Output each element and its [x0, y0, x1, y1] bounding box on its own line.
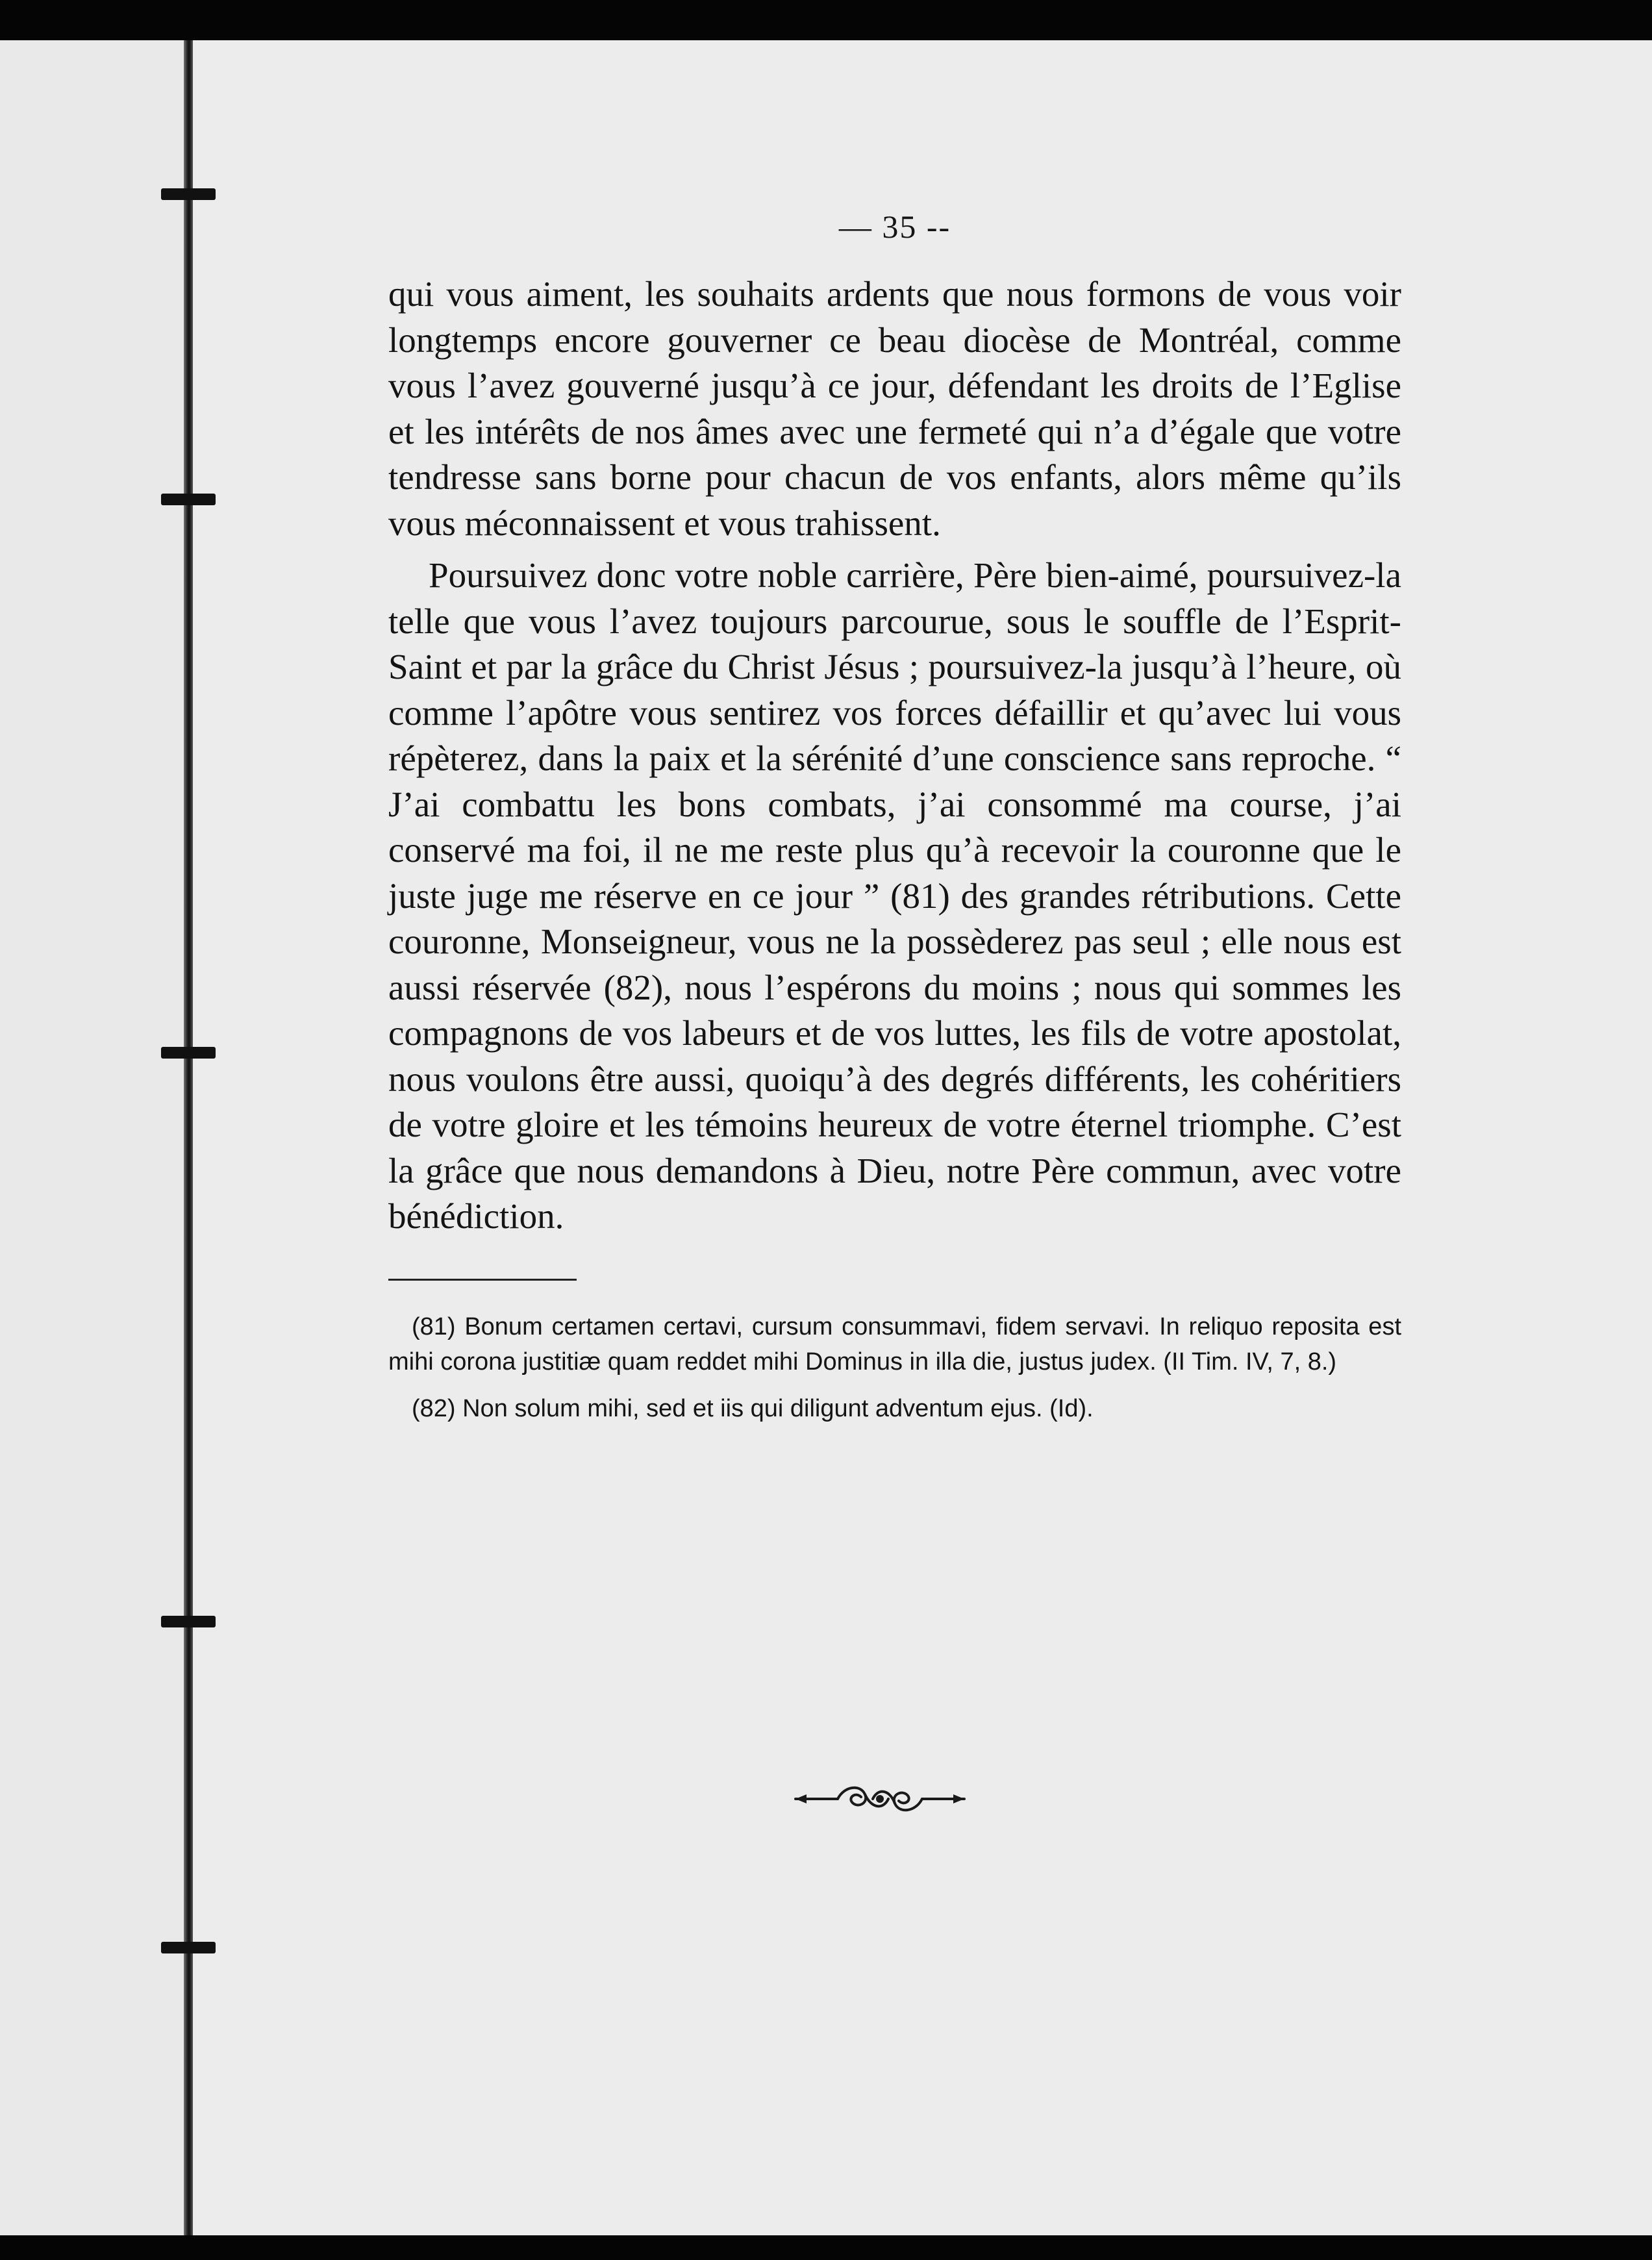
paragraph: qui vous aiment, les souhaits ardents que nous formons de vous voir longtemps encore gouverner ce beau diocèse de Montréal, comme vous l’avez gouverné jusqu’à ce jour, défendant les droits de l’Eglise et les intérêts de nos âmes avec une fermeté qui n’a d’égale que votre tendresse sans borne pour chacun de vos enfants, alors même qu’ils vous méconnaissent et vous trahissent. — [388, 274, 1401, 543]
footnote: (81) Bonum certamen certavi, cursum consummavi, fidem servavi. In reliquo reposita est mihi corona justitiæ quam reddet mihi Dominus in illa die, justus judex. (II Tim. IV, 7, 8.) — [388, 1312, 1401, 1375]
binding-stitch — [161, 1942, 216, 1953]
binding-spine — [184, 40, 193, 2235]
footnote: (82) Non solum mihi, sed et iis qui diligunt adventum ejus. (Id). — [412, 1394, 1094, 1422]
binding-stitch — [161, 494, 216, 505]
facing-page-edge — [0, 40, 188, 2235]
page-text — [388, 208, 1401, 1438]
binding-stitch — [161, 188, 216, 200]
binding-stitch — [161, 1616, 216, 1627]
page-number: — 35 -- — [838, 208, 951, 245]
binding-stitch — [161, 1047, 216, 1059]
footnote-rule — [388, 1279, 577, 1281]
fleuron-ornament-icon — [792, 1776, 968, 1822]
paragraph: Poursuivez donc votre noble carrière, Père bien-aimé, poursuivez-la telle que vous l’avez toujours parcourue, sous le souffle de l’Esprit-Saint et par la grâce du Christ Jésus ; poursuivez-la jusqu’à l’heure, où comme l’apôtre vous sentirez vos forces défaillir et qu’avec lui vous répèterez, dans la paix et la sérénité d’une conscience sans reproche. “ J’ai combattu les bons combats, j’ai consommé ma course, j’ai conservé ma foi, il ne me reste plus qu’à recevoir la couronne que le juste juge me réserve en ce jour ” (81) des grandes rétributions. Cette couronne, Monseigneur, vous ne la possèderez pas seul ; elle nous est aussi réservée (82), nous l’espérons du moins ; nous qui sommes les compagnons de vos labeurs et de vos luttes, les fils de votre apostolat, nous voulons être aussi, quoiqu’à des degrés différents, les cohéritiers de votre gloire et les témoins heureux de votre éternel triomphe. C’est la grâce que nous demandons à Dieu, notre Père commun, avec votre bénédiction. — [388, 555, 1401, 1236]
